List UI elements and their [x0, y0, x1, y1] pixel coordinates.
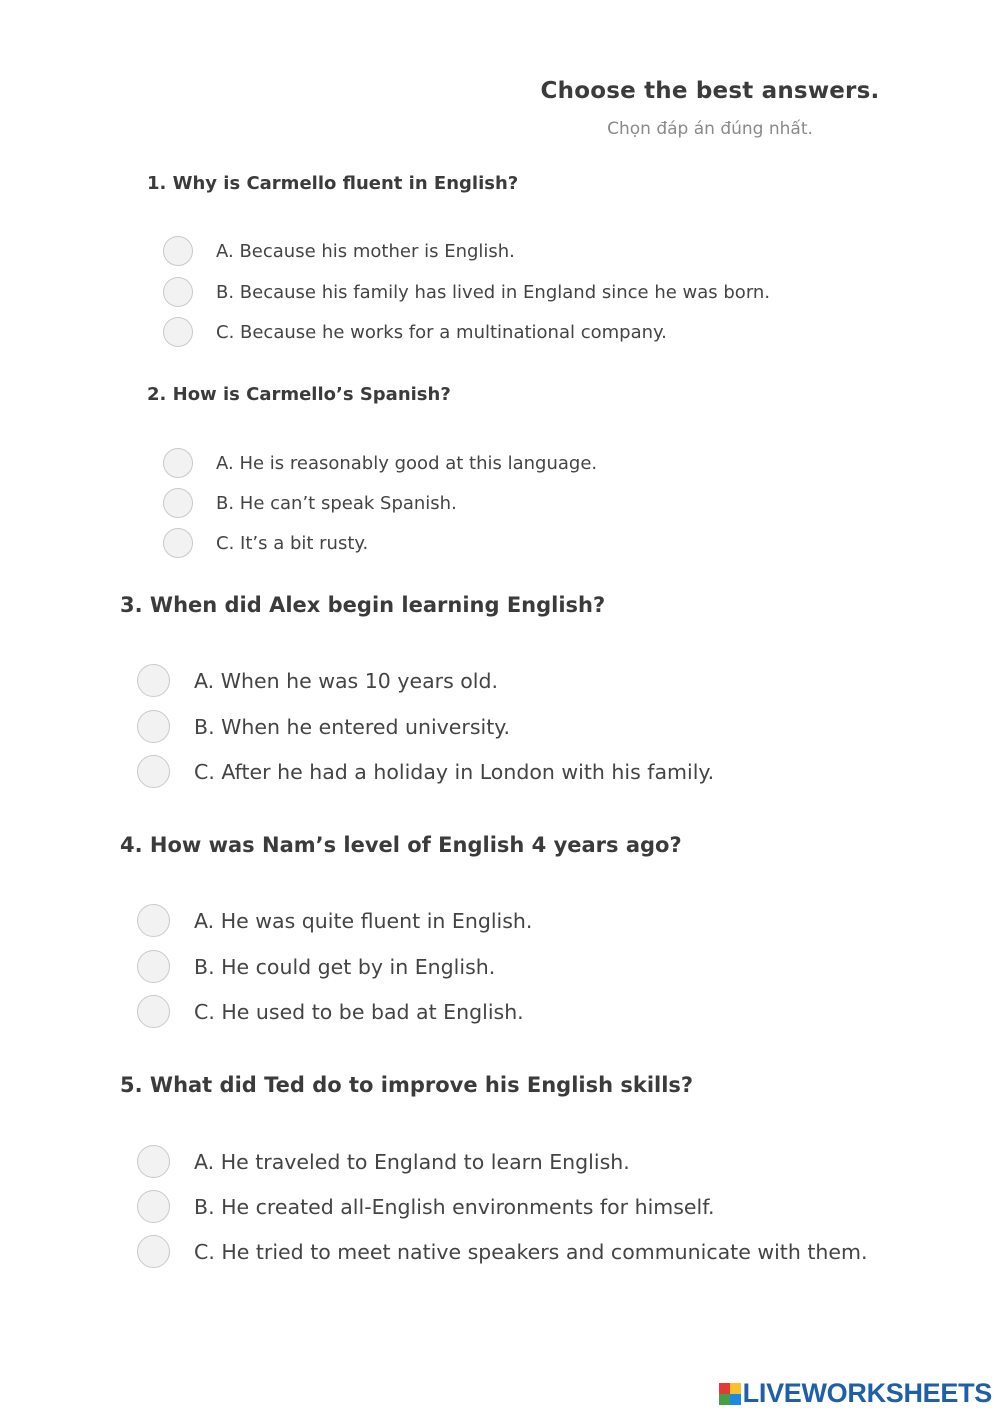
- option-label: A. He traveled to England to learn English.: [194, 1149, 630, 1174]
- page-title: Choose the best answers.: [540, 78, 880, 104]
- radio-button[interactable]: [137, 755, 170, 788]
- question-2-option-c[interactable]: [163, 528, 368, 558]
- radio-button[interactable]: [163, 488, 193, 518]
- question-3-option-b[interactable]: [137, 710, 510, 743]
- radio-button[interactable]: [137, 1190, 170, 1223]
- radio-button[interactable]: [137, 664, 170, 697]
- liveworksheets-logo: [719, 1378, 992, 1409]
- radio-button[interactable]: [137, 710, 170, 743]
- option-label: C. He used to be bad at English.: [194, 999, 524, 1024]
- question-1-option-c[interactable]: [163, 317, 667, 347]
- option-label: A. Because his mother is English.: [216, 240, 515, 262]
- question-2-option-a[interactable]: [163, 448, 597, 478]
- radio-button[interactable]: [163, 236, 193, 266]
- question-4-text: 4. How was Nam’s level of English 4 years ago?: [120, 833, 682, 857]
- page-subtitle: Chọn đáp án đúng nhất.: [607, 119, 813, 139]
- question-3-option-a[interactable]: [137, 664, 498, 697]
- question-5-option-c[interactable]: [137, 1235, 868, 1268]
- radio-button[interactable]: [163, 448, 193, 478]
- option-label: B. Because his family has lived in England since he was born.: [216, 281, 771, 303]
- option-label: C. After he had a holiday in London with his family.: [194, 759, 715, 784]
- option-label: C. It’s a bit rusty.: [216, 532, 369, 554]
- logo-square-blue: [730, 1394, 741, 1405]
- radio-button[interactable]: [137, 1145, 170, 1178]
- option-label: B. He created all-English environments for himself.: [194, 1194, 715, 1219]
- radio-button[interactable]: [163, 528, 193, 558]
- question-2-text: 2. How is Carmello’s Spanish?: [147, 384, 451, 405]
- radio-button[interactable]: [137, 904, 170, 937]
- question-1-option-a[interactable]: [163, 236, 515, 266]
- logo-square-green: [719, 1394, 730, 1405]
- question-3-text: 3. When did Alex begin learning English?: [120, 593, 606, 617]
- radio-button[interactable]: [137, 995, 170, 1028]
- option-label: C. Because he works for a multinational company.: [216, 321, 667, 343]
- radio-button[interactable]: [163, 317, 193, 347]
- question-2-option-b[interactable]: [163, 488, 457, 518]
- question-5-text: 5. What did Ted do to improve his English skills?: [120, 1073, 694, 1097]
- question-5-option-b[interactable]: [137, 1190, 714, 1223]
- logo-square-red: [719, 1383, 730, 1394]
- option-label: A. When he was 10 years old.: [194, 668, 499, 693]
- radio-button[interactable]: [137, 1235, 170, 1268]
- option-label: B. He can’t speak Spanish.: [216, 492, 457, 514]
- question-1-option-b[interactable]: [163, 277, 770, 307]
- radio-button[interactable]: [163, 277, 193, 307]
- logo-text: LIVEWORKSHEETS: [742, 1378, 992, 1408]
- option-label: B. When he entered university.: [194, 714, 510, 739]
- question-5-option-a[interactable]: [137, 1145, 630, 1178]
- option-label: B. He could get by in English.: [194, 954, 496, 979]
- option-label: A. He is reasonably good at this language.: [216, 452, 598, 474]
- liveworksheets-logo-icon: [719, 1383, 741, 1405]
- option-label: A. He was quite fluent in English.: [194, 908, 533, 933]
- question-4-option-a[interactable]: [137, 904, 532, 937]
- radio-button[interactable]: [137, 950, 170, 983]
- question-4-option-c[interactable]: [137, 995, 524, 1028]
- logo-square-yellow: [730, 1383, 741, 1394]
- question-4-option-b[interactable]: [137, 950, 495, 983]
- question-3-option-c[interactable]: [137, 755, 714, 788]
- option-label: C. He tried to meet native speakers and communicate with them.: [194, 1239, 868, 1264]
- question-1-text: 1. Why is Carmello fluent in English?: [147, 173, 519, 194]
